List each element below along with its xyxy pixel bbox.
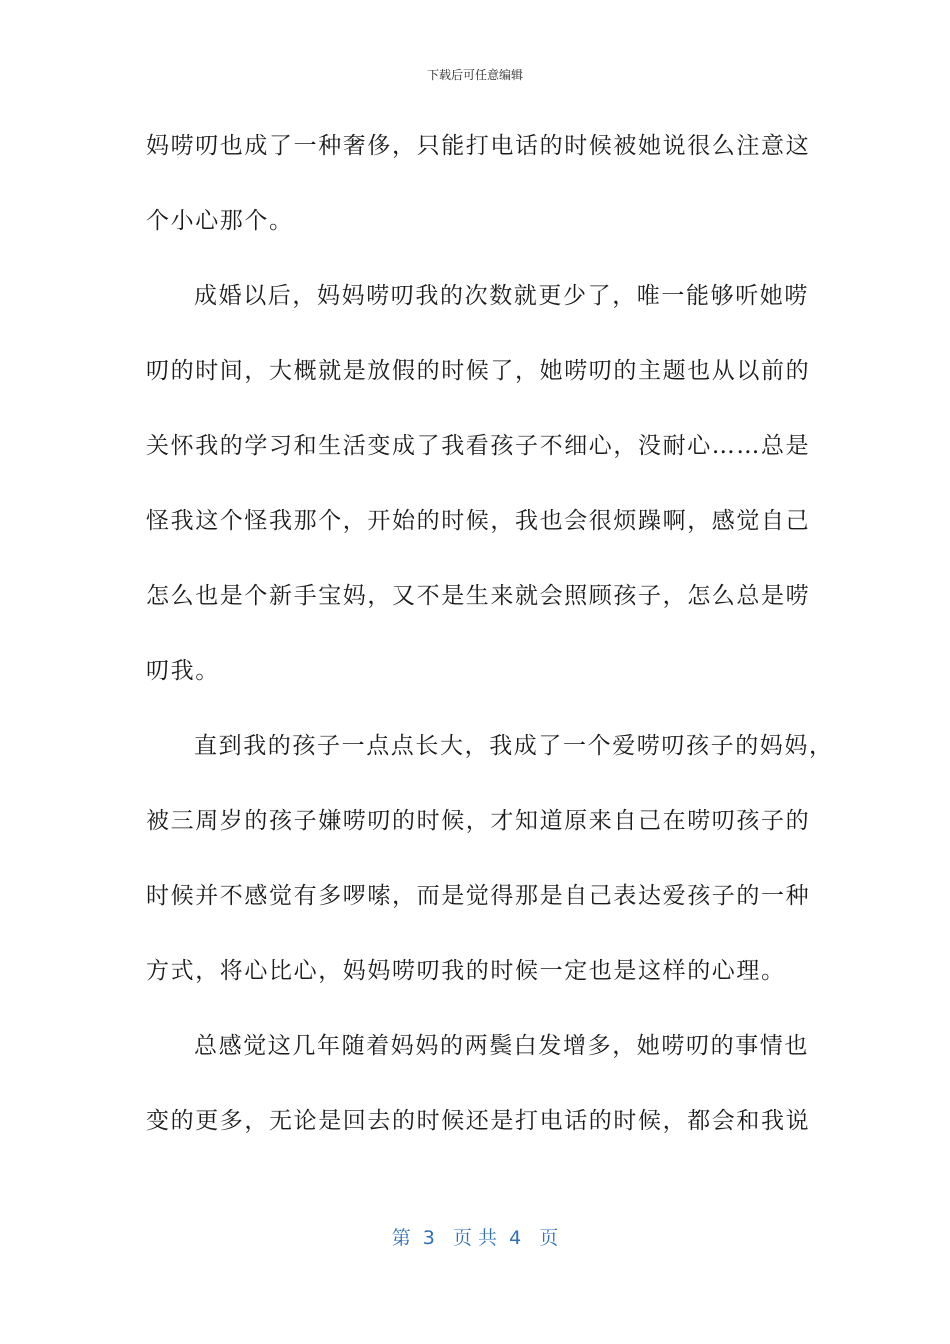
text-line: 妈唠叨也成了一种奢侈，只能打电话的时候被她说很么注意这: [146, 133, 811, 159]
text-line: 个小心那个。: [146, 208, 294, 234]
document-body: [146, 122, 834, 1172]
page-header: 下载后可任意编辑: [426, 68, 523, 82]
text-line: 变的更多，无论是回去的时候还是打电话的时候，都会和我说: [146, 1108, 811, 1134]
text-line: 怎么也是个新手宝妈，又不是生来就会照顾孩子，怎么总是唠: [146, 583, 811, 609]
page-number-footer: 第 3 页 共 4 页: [391, 1227, 559, 1249]
text-line: 关怀我的学习和生活变成了我看孩子不细心，没耐心……总是: [146, 433, 811, 459]
paragraph-start-line: 成婚以后，妈妈唠叨我的次数就更少了，唯一能够听她唠: [194, 283, 809, 309]
paragraph-start-line: 直到我的孩子一点点长大，我成了一个爱唠叨孩子的妈妈，: [194, 733, 834, 759]
text-line: 怪我这个怪我那个，开始的时候，我也会很烦躁啊，感觉自己: [146, 508, 811, 534]
text-line: 叨我。: [146, 658, 220, 684]
paragraph-start-line: 总感觉这几年随着妈妈的两鬓白发增多，她唠叨的事情也: [194, 1033, 809, 1059]
text-line: 叨的时间，大概就是放假的时候了，她唠叨的主题也从以前的: [146, 358, 811, 384]
text-line: 方式，将心比心，妈妈唠叨我的时候一定也是这样的心理。: [146, 958, 786, 984]
text-line: 被三周岁的孩子嫌唠叨的时候，才知道原来自己在唠叨孩子的: [146, 808, 811, 834]
text-line: 时候并不感觉有多啰嗦，而是觉得那是自己表达爱孩子的一种: [146, 883, 811, 909]
